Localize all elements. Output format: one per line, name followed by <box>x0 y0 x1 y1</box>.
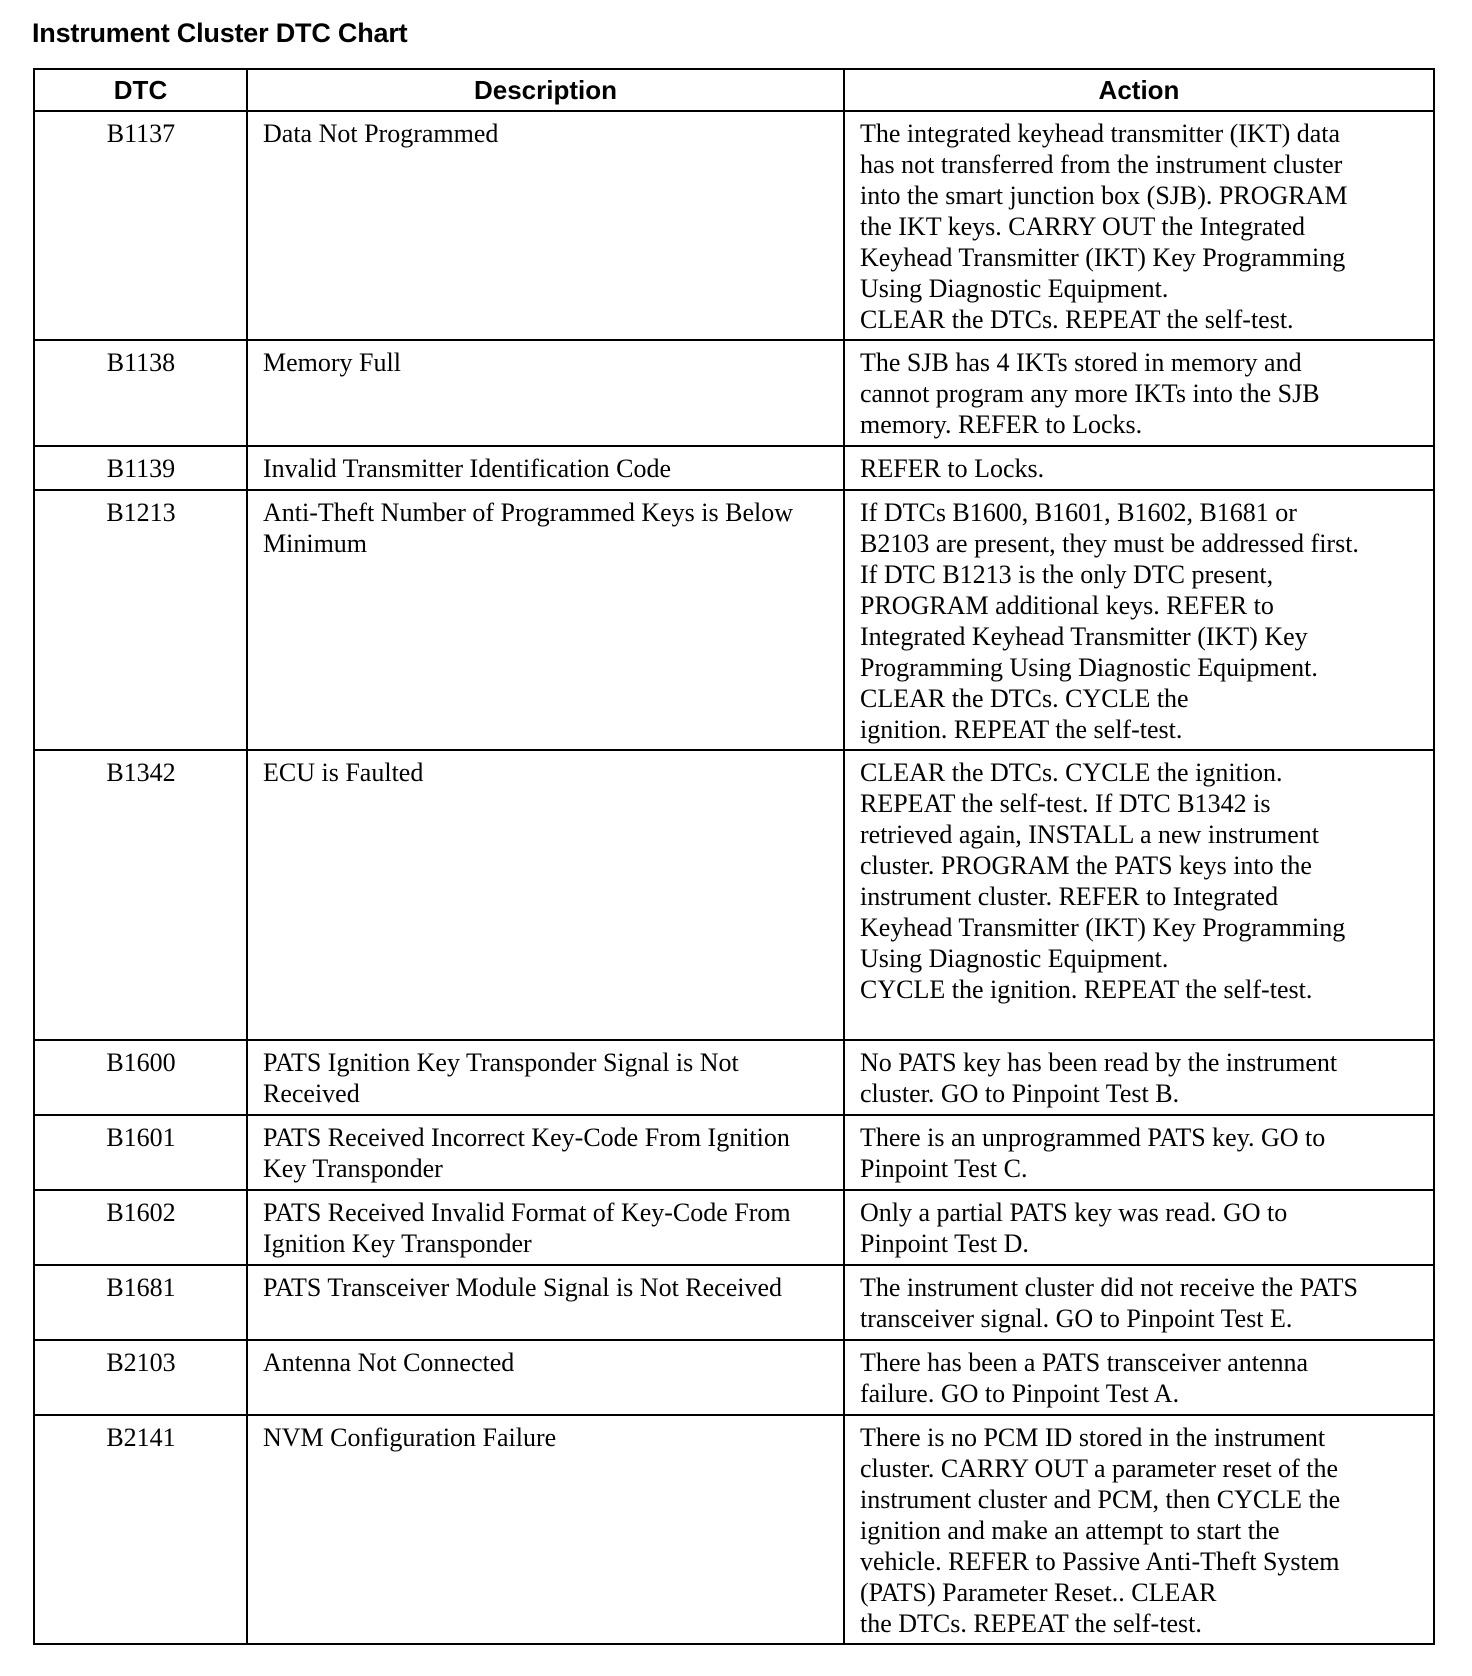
dtc-description: Anti-Theft Number of Programmed Keys is Below Minimum <box>247 490 844 750</box>
action-line: REFER to Locks. <box>860 454 1045 483</box>
action-line: cluster. GO to Pinpoint Test B. <box>860 1079 1180 1108</box>
dtc-description: Invalid Transmitter Identification Code <box>247 446 844 490</box>
action-line: has not transferred from the instrument cluster <box>860 150 1343 179</box>
action-line: transceiver signal. GO to Pinpoint Test E. <box>860 1304 1293 1333</box>
dtc-description: PATS Received Invalid Format of Key-Code From Ignition Key Transponder <box>247 1190 844 1265</box>
dtc-action <box>844 1190 1434 1265</box>
dtc-code: B1601 <box>34 1115 247 1190</box>
table-header-row <box>34 69 1434 111</box>
table-row <box>34 750 1434 1040</box>
action-line: There has been a PATS transceiver antenna <box>860 1348 1309 1377</box>
action-line: The integrated keyhead transmitter (IKT) data <box>860 119 1341 148</box>
table-row <box>34 490 1434 750</box>
dtc-code: B1602 <box>34 1190 247 1265</box>
action-line: (PATS) Parameter Reset.. CLEAR <box>860 1578 1217 1607</box>
dtc-table <box>33 68 1435 1645</box>
dtc-code: B1138 <box>34 340 247 446</box>
dtc-description: Memory Full <box>247 340 844 446</box>
action-line: vehicle. REFER to Passive Anti-Theft System <box>860 1547 1340 1576</box>
action-line: cannot program any more IKTs into the SJB <box>860 379 1320 408</box>
dtc-code: B1139 <box>34 446 247 490</box>
action-line: Pinpoint Test D. <box>860 1229 1029 1258</box>
table-row <box>34 1265 1434 1340</box>
dtc-action <box>844 1115 1434 1190</box>
action-line: There is an unprogrammed PATS key. GO to <box>860 1123 1326 1152</box>
action-line: ignition. REPEAT the self-test. <box>860 715 1183 744</box>
dtc-action <box>844 446 1434 490</box>
dtc-description: ECU is Faulted <box>247 750 844 1040</box>
dtc-action <box>844 1415 1434 1644</box>
action-line: into the smart junction box (SJB). PROGRAM <box>860 181 1348 210</box>
dtc-code: B1213 <box>34 490 247 750</box>
dtc-description: PATS Transceiver Module Signal is Not Received <box>247 1265 844 1340</box>
dtc-action <box>844 1040 1434 1115</box>
dtc-description: NVM Configuration Failure <box>247 1415 844 1644</box>
action-line: Only a partial PATS key was read. GO to <box>860 1198 1288 1227</box>
dtc-description: PATS Received Incorrect Key-Code From Ignition Key Transponder <box>247 1115 844 1190</box>
column-header-dtc: DTC <box>34 69 247 111</box>
table-row <box>34 1190 1434 1265</box>
dtc-action <box>844 490 1434 750</box>
table-row <box>34 111 1434 340</box>
dtc-description: PATS Ignition Key Transponder Signal is Not Received <box>247 1040 844 1115</box>
table-row <box>34 340 1434 446</box>
action-line: The SJB has 4 IKTs stored in memory and <box>860 348 1302 377</box>
dtc-code: B1137 <box>34 111 247 340</box>
dtc-action <box>844 1340 1434 1415</box>
action-line: Keyhead Transmitter (IKT) Key Programming <box>860 243 1346 272</box>
action-line: Using Diagnostic Equipment. <box>860 944 1169 973</box>
action-line: retrieved again, INSTALL a new instrument <box>860 820 1320 849</box>
dtc-description: Antenna Not Connected <box>247 1340 844 1415</box>
action-line: ignition and make an attempt to start the <box>860 1516 1280 1545</box>
action-line: instrument cluster. REFER to Integrated <box>860 882 1279 911</box>
action-line: the IKT keys. CARRY OUT the Integrated <box>860 212 1306 241</box>
action-line: the DTCs. REPEAT the self-test. <box>860 1609 1202 1638</box>
action-line: CLEAR the DTCs. REPEAT the self-test. <box>860 305 1294 334</box>
action-line: Integrated Keyhead Transmitter (IKT) Key <box>860 622 1308 651</box>
column-header-action: Action <box>844 69 1434 111</box>
column-header-description: Description <box>247 69 844 111</box>
action-line: cluster. PROGRAM the PATS keys into the <box>860 851 1312 880</box>
dtc-action <box>844 111 1434 340</box>
table-row <box>34 1415 1434 1644</box>
action-line: If DTCs B1600, B1601, B1602, B1681 or <box>860 498 1297 527</box>
dtc-code: B1342 <box>34 750 247 1040</box>
dtc-action <box>844 1265 1434 1340</box>
dtc-code: B2141 <box>34 1415 247 1644</box>
table-row <box>34 1115 1434 1190</box>
action-line: instrument cluster and PCM, then CYCLE the <box>860 1485 1341 1514</box>
dtc-code: B1600 <box>34 1040 247 1115</box>
action-line: PROGRAM additional keys. REFER to <box>860 591 1274 620</box>
action-line: Using Diagnostic Equipment. <box>860 274 1169 303</box>
action-line: failure. GO to Pinpoint Test A. <box>860 1379 1180 1408</box>
action-line: memory. REFER to Locks. <box>860 410 1143 439</box>
table-row <box>34 1340 1434 1415</box>
action-line: CLEAR the DTCs. CYCLE the <box>860 684 1189 713</box>
action-line: B2103 are present, they must be addressed first. <box>860 529 1359 558</box>
page-title: Instrument Cluster DTC Chart <box>32 18 408 48</box>
dtc-action <box>844 750 1434 1040</box>
dtc-code: B1681 <box>34 1265 247 1340</box>
action-line: cluster. CARRY OUT a parameter reset of the <box>860 1454 1338 1483</box>
action-line: Keyhead Transmitter (IKT) Key Programming <box>860 913 1346 942</box>
action-line: No PATS key has been read by the instrument <box>860 1048 1338 1077</box>
action-line: CLEAR the DTCs. CYCLE the ignition. <box>860 758 1283 787</box>
table-row <box>34 446 1434 490</box>
action-line: REPEAT the self-test. If DTC B1342 is <box>860 789 1271 818</box>
dtc-description: Data Not Programmed <box>247 111 844 340</box>
dtc-code: B2103 <box>34 1340 247 1415</box>
action-line: CYCLE the ignition. REPEAT the self-test. <box>860 975 1313 1004</box>
action-line: If DTC B1213 is the only DTC present, <box>860 560 1274 589</box>
dtc-action <box>844 340 1434 446</box>
action-line: Programming Using Diagnostic Equipment. <box>860 653 1318 682</box>
action-line: Pinpoint Test C. <box>860 1154 1028 1183</box>
action-line: The instrument cluster did not receive the PATS <box>860 1273 1358 1302</box>
action-line: There is no PCM ID stored in the instrument <box>860 1423 1326 1452</box>
table-row <box>34 1040 1434 1115</box>
